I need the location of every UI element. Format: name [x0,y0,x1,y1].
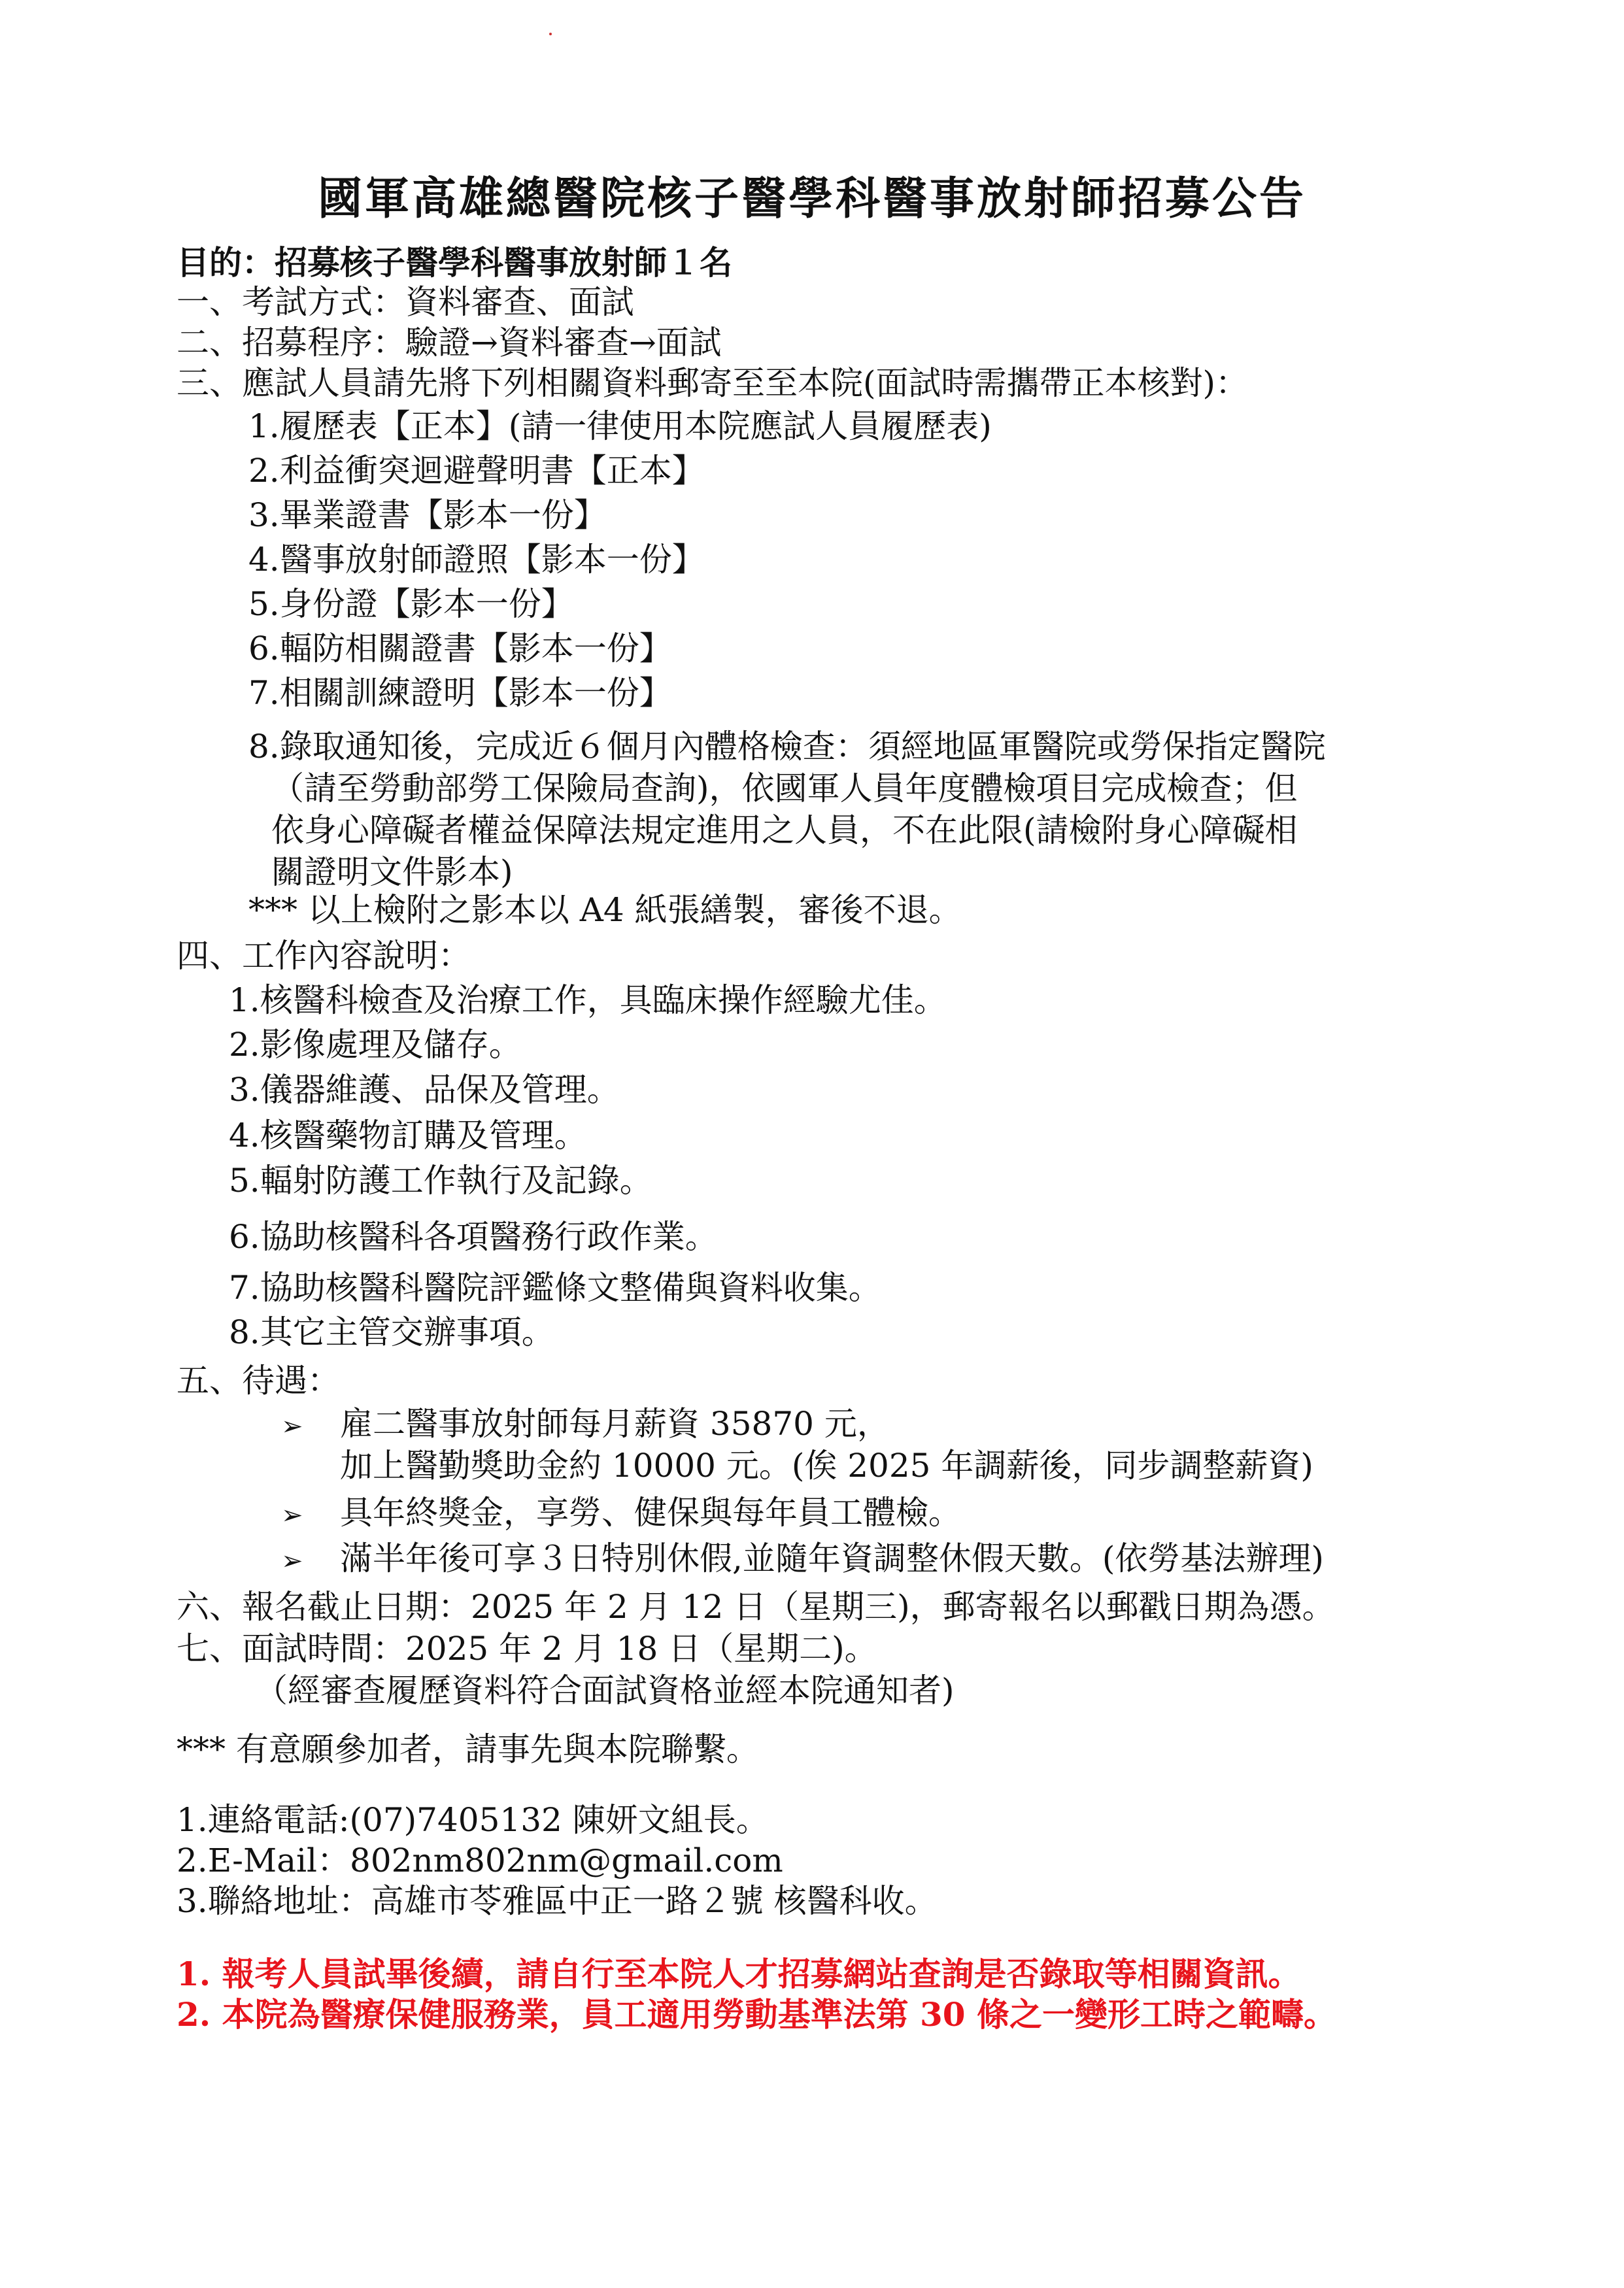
benefit-text: 雇二醫事放射師每月薪資 35870 元， [340,1405,890,1443]
benefits-heading: 五、待遇： [177,1362,340,1400]
document-item: 1.履歷表【正本】(請一律使用本院應試人員履歷表) [248,407,992,445]
document-item: 3.畢業證書【影本一份】 [248,496,607,534]
contact-note: *** 有意願參加者，請事先與本院聯繫。 [177,1730,759,1768]
document-item: 6.輻防相關證書【影本一份】 [248,630,672,667]
interview-note: （經審查履歷資料符合面試資格並經本院通知者) [255,1672,955,1709]
exam-method-line: 一、考試方式：資料審查、面試 [177,283,634,321]
documents-heading: 三、應試人員請先將下列相關資料郵寄至至本院(面試時需攜帶正本核對)： [177,364,1249,402]
document-item: 5.身份證【影本一份】 [248,585,574,623]
document-item: 2.利益衝突迴避聲明書【正本】 [248,452,705,490]
arrow-bullet-icon: ➢ [281,1500,303,1530]
duty-item: 7.協助核醫科醫院評鑑條文整備與資料收集。 [229,1269,881,1307]
purpose-line: 目的：招募核子醫學科醫事放射師１名 [177,243,732,282]
duty-item: 5.輻射防護工作執行及記錄。 [229,1162,652,1200]
interview-line: 七、面試時間：2025 年 2 月 18 日（星期二)。 [177,1630,877,1668]
document-item-8-line: 關證明文件影本) [271,853,513,891]
duty-item: 4.核醫藥物訂購及管理。 [229,1117,587,1154]
benefit-text: 具年終獎金，享勞、健保與每年員工體檢。 [340,1494,961,1532]
benefit-item [281,1493,961,1535]
notice-line: 2. 本院為醫療保健服務業，員工適用勞動基準法第 30 條之一變形工時之範疇。 [177,1995,1336,2034]
scan-speck [549,33,552,35]
procedure-line: 二、招募程序：驗證→資料審查→面試 [177,324,722,362]
document-item: 4.醫事放射師證照【影本一份】 [248,541,705,579]
arrow-bullet-icon: ➢ [281,1546,303,1576]
page-title: 國軍高雄總醫院核子醫學科醫事放射師招募公告 [317,173,1306,225]
documents-note: *** 以上檢附之影本以 A4 紙張繕製，審後不退。 [248,891,962,929]
deadline-line: 六、報名截止日期：2025 年 2 月 12 日（星期三)，郵寄報名以郵戳日期為憑。 [177,1588,1335,1626]
duty-item: 8.其它主管交辦事項。 [229,1313,554,1351]
arrow-bullet-icon: ➢ [281,1411,303,1441]
benefit-text: 滿半年後可享３日特別休假,並隨年資調整休假天數。(依勞基法辦理) [340,1539,1324,1577]
document-item-8-line: 依身心障礙者權益保障法規定進用之人員，不在此限(請檢附身心障礙相 [271,811,1298,849]
duty-item: 3.儀器維護、品保及管理。 [229,1071,620,1109]
document-item: 7.相關訓練證明【影本一份】 [248,674,672,712]
duty-item: 1.核醫科檢查及治療工作，具臨床操作經驗尤佳。 [229,981,947,1019]
document-item-8-line: （請至勞動部勞工保險局查詢)，依國軍人員年度體檢項目完成檢查；但 [271,769,1298,807]
contact-email: 2.E-Mail：802nm802nm@gmail.com [177,1842,783,1879]
benefit-text-continued: 加上醫勤獎助金約 10000 元。(俟 2025 年調薪後，同步調整薪資) [340,1447,1313,1485]
contact-address: 3.聯絡地址：高雄市苓雅區中正一路２號 核醫科收。 [177,1882,938,1920]
contact-phone: 1.連絡電話:(07)7405132 陳妍文組長。 [177,1801,769,1839]
duty-item: 2.影像處理及儲存。 [229,1026,522,1064]
benefit-item [281,1404,890,1446]
benefit-item [281,1539,1324,1581]
document-item-8-line: 8.錄取通知後，完成近６個月內體格檢查：須經地區軍醫院或勞保指定醫院 [248,728,1326,765]
duties-heading: 四、工作內容說明： [177,937,471,975]
duty-item: 6.協助核醫科各項醫務行政作業。 [229,1218,718,1256]
notice-line: 1. 報考人員試畢後續，請自行至本院人才招募網站查詢是否錄取等相關資訊。 [177,1955,1301,1993]
